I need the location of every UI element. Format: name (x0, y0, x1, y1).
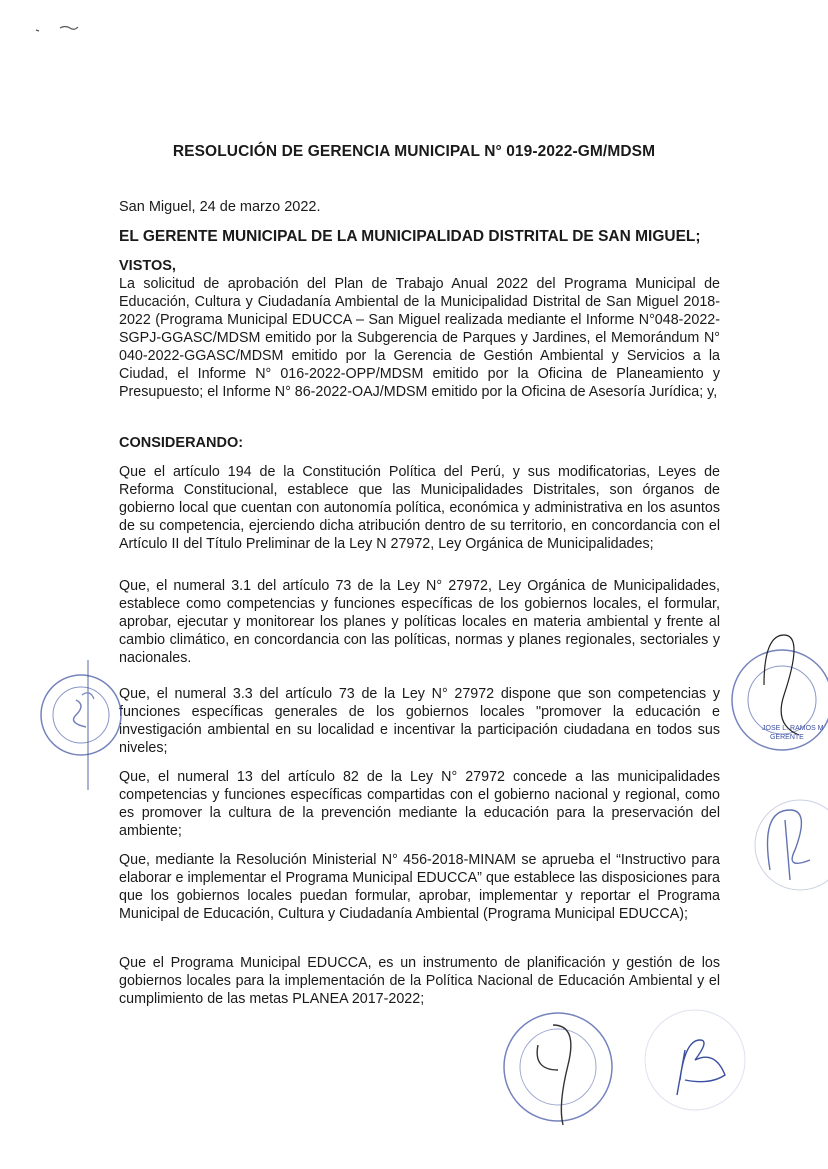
budget-office-seal (498, 1005, 618, 1130)
considerando-paragraph: Que el artículo 194 de la Constitución Política del Perú, y sus modificatorias, Leyes de Reforma Constitucional, establece que las Municipalidades Distritales, son órganos de gobierno local que cuentan con autonomía política, económica y administrativa en los asuntos de su competencia, ejerciendo dicha atribución dentro de su territorio, en concordancia con el Artículo II del Título Preliminar de la Ley N 27972, Ley Orgánica de Municipalidades; (119, 464, 720, 552)
considerando-paragraph: Que, el numeral 13 del artículo 82 de la Ley N° 27972 concede a las municipalidades competencias y funciones específicas compartidas con el gobierno nacional y regional, como es promover la cultura de la prevención mediante la educación para la preservación del ambiente; (119, 769, 720, 839)
vistos-text: La solicitud de aprobación del Plan de Trabajo Anual 2022 del Programa Municipal de Educación, Cultura y Ciudadanía Ambiental de la Municipalidad Distrital de San Miguel 2018-2022 (Programa Municipal EDUCCA – San Miguel realizada mediante el Informe N°048-2022-SGPJ-GGASC/MDSM emitido por la Subgerencia de Parques y Jardines, el Memorándum N° 040-2022-GGASC/MDSM emitido por la Gerencia de Gestión Ambiental y Servicios a la Ciudad, el Informe N° 016-2022-OPP/MDSM emitido por la Oficina de Planeamiento y Presupuesto; el Informe N° 86-2022-OAJ/MDSM emitido por la Oficina de Asesoría Jurídica; y, (119, 276, 720, 400)
signature-bottom-right (640, 1000, 750, 1120)
scan-mark (34, 22, 84, 38)
municipal-seal-right (720, 625, 828, 765)
considerando-paragraph: Que, mediante la Resolución Ministerial N° 456-2018-MINAM se aprueba el “Instructivo para elaborar e implementar el Programa Municipal EDUCCA” que establece las disposiciones para que los gobiernos locales puedan formular, aprobar, implementar y reportar el Programa Municipal de Educación, Cultura y Ciudadanía Ambiental (Programa Municipal EDUCCA); (119, 852, 720, 922)
considerando-paragraph: Que el Programa Municipal EDUCCA, es un instrumento de planificación y gestión de los gobiernos locales para la implementación de la Política Nacional de Educación Ambiental y el cumplimiento de las metas PLANEA 2017-2022; (119, 955, 720, 1007)
signature-left (78, 655, 98, 795)
signature-right (730, 790, 828, 900)
authority-line: EL GERENTE MUNICIPAL DE LA MUNICIPALIDAD DISTRITAL DE SAN MIGUEL; (119, 228, 701, 245)
date-line: San Miguel, 24 de marzo 2022. (119, 199, 321, 215)
considerando-heading: CONSIDERANDO: (119, 435, 244, 451)
svg-text:JOSE L. RAMOS M: JOSE L. RAMOS M (762, 725, 824, 732)
svg-text:GERENTE: GERENTE (770, 734, 804, 741)
considerando-paragraph: Que, el numeral 3.1 del artículo 73 de la Ley N° 27972, Ley Orgánica de Municipalidades, establece como competencias y funciones específicas de los gobiernos locales, el formular, aprobar, ejecutar y monitorear los planes y políticas locales en materia ambiental y frente al cambio climático, en concordancia con las políticas, normas y planes regionales, sectoriales y nacionales. (119, 578, 720, 666)
resolution-title: RESOLUCIÓN DE GERENCIA MUNICIPAL N° 019-2022-GM/MDSM (172, 143, 656, 160)
considerando-paragraph: Que, el numeral 3.3 del artículo 73 de la Ley N° 27972 dispone que son competencias y funciones específicas generales de los gobiernos locales "promover la educación e investigación ambiental en su localidad e incentivar la participación ciudadana en todos sus niveles; (119, 686, 720, 756)
vistos-heading: VISTOS, (119, 258, 176, 274)
